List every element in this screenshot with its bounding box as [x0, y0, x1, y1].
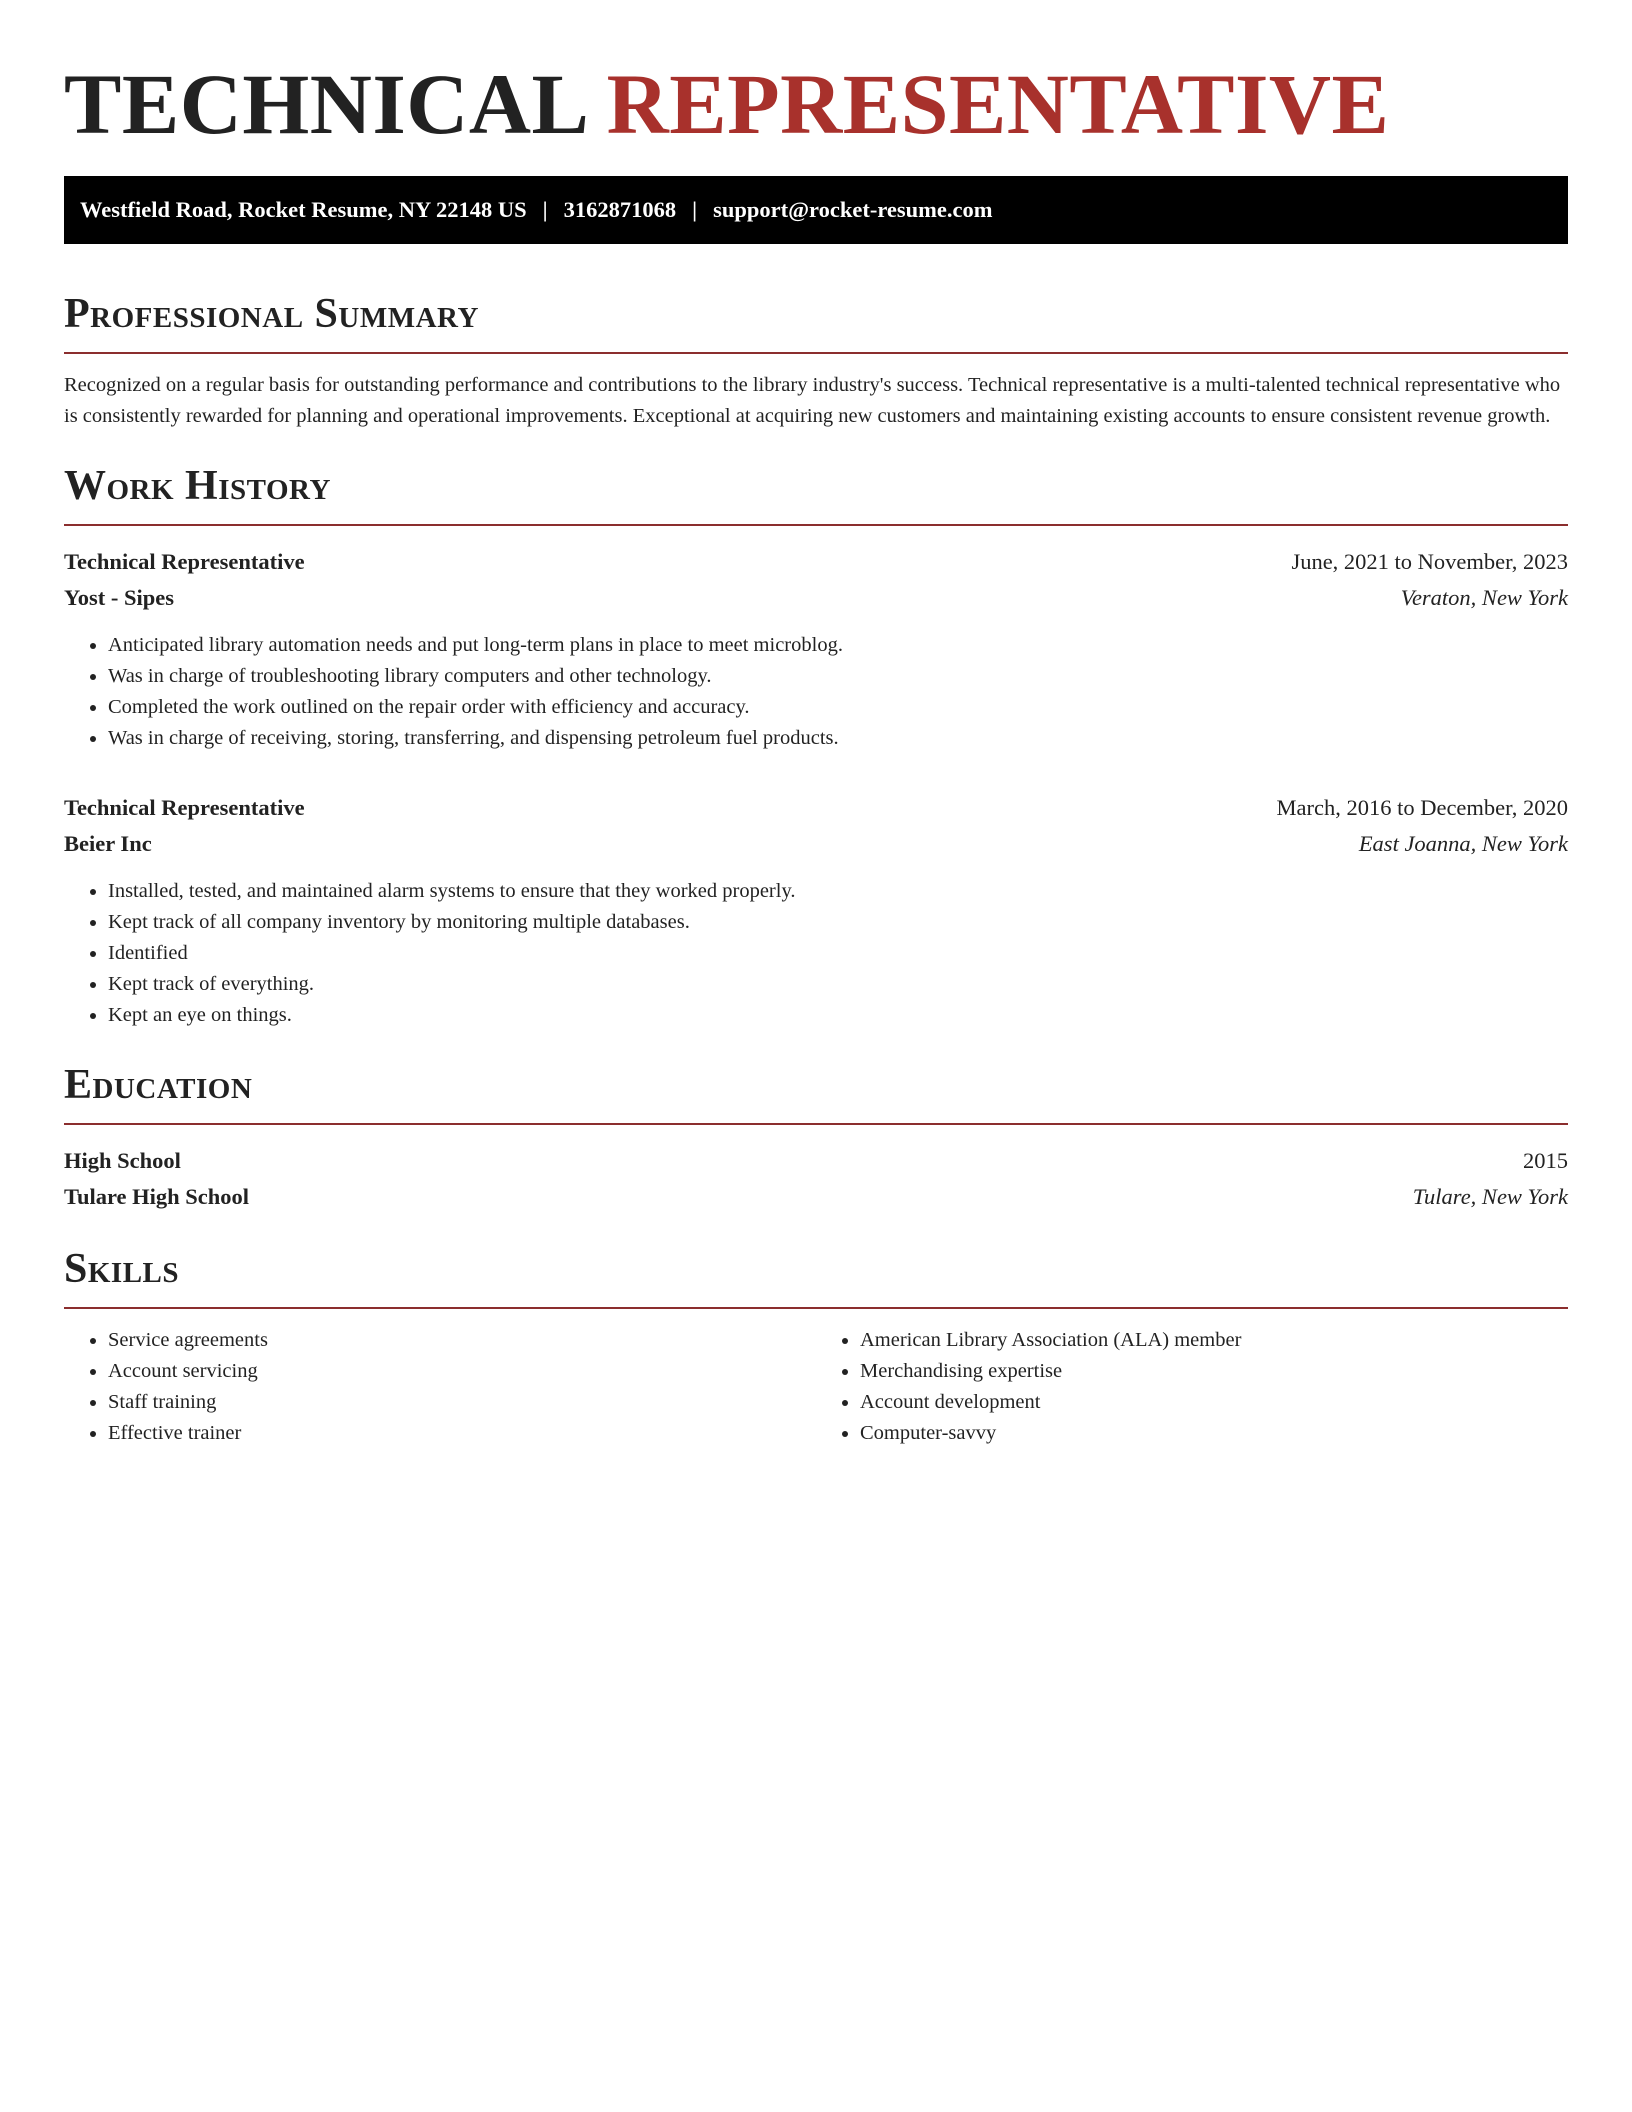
summary-text: Recognized on a regular basis for outstanding performance and contributions to the library industry's success. Technical representative is a multi-talented technical representative who is consistently rewarded for planning and operational improvements. Exceptional at acquiring new customers and maintaining existing accounts to ensure consistent revenue growth.: [64, 374, 1561, 427]
list-item: • Kept an eye on things.: [108, 1000, 1568, 1031]
education-degree: High School: [64, 1148, 181, 1173]
job-location: Veraton, New York: [1400, 585, 1568, 610]
resume-title: [64, 48, 1568, 160]
title-second-word: REPRESENTATIVE: [606, 56, 1390, 152]
list-item: • Was in charge of receiving, storing, transferring, and dispensing petroleum fuel products.: [108, 723, 1568, 754]
education-school: Tulare High School: [64, 1184, 250, 1209]
education-section: [64, 1057, 1568, 1215]
education-entry: [64, 1143, 1568, 1215]
job-company-row: [64, 826, 1568, 862]
contact-separator: |: [692, 197, 698, 222]
job-bullets: [64, 876, 1568, 1031]
contact-bar: [64, 176, 1568, 244]
skill-item: • American Library Association (ALA) member: [860, 1325, 1568, 1356]
job-dates: June, 2021 to November, 2023: [1291, 549, 1568, 574]
job-title-row: [64, 790, 1568, 826]
job-location: East Joanna, New York: [1358, 831, 1568, 856]
contact-separator: |: [542, 197, 548, 222]
job-title: Technical Representative: [64, 549, 305, 574]
skill-item: • Computer-savvy: [860, 1418, 1568, 1449]
skill-item: • Account servicing: [108, 1356, 816, 1387]
education-heading: Education: [64, 1057, 1568, 1125]
list-item: • Installed, tested, and maintained alarm systems to ensure that they worked properly.: [108, 876, 1568, 907]
skill-item: • Staff training: [108, 1387, 816, 1418]
job-company: Yost - Sipes: [64, 585, 175, 610]
summary-heading: Professional Summary: [64, 286, 1568, 354]
work-history-heading: Work History: [64, 458, 1568, 526]
job-title: Technical Representative: [64, 795, 305, 820]
education-school-row: [64, 1179, 1568, 1215]
education-degree-row: [64, 1143, 1568, 1179]
list-item: • Completed the work outlined on the repair order with efficiency and accuracy.: [108, 692, 1568, 723]
title-first-word: TECHNICAL: [64, 56, 585, 152]
work-history-section: [64, 458, 1568, 1031]
skills-section: [64, 1241, 1568, 1449]
education-location: Tulare, New York: [1412, 1184, 1568, 1209]
skill-item: • Service agreements: [108, 1325, 816, 1356]
job-company: Beier Inc: [64, 831, 152, 856]
list-item: • Was in charge of troubleshooting library computers and other technology.: [108, 661, 1568, 692]
summary-section: [64, 286, 1568, 432]
job-company-row: [64, 580, 1568, 616]
job-bullets: [64, 630, 1568, 754]
job-entry: [64, 790, 1568, 1031]
skills-right-column: [816, 1325, 1568, 1449]
skill-item: • Merchandising expertise: [860, 1356, 1568, 1387]
education-year: 2015: [1523, 1148, 1568, 1173]
job-title-row: [64, 544, 1568, 580]
skills-left-column: [64, 1325, 816, 1449]
list-item: • Identified: [108, 938, 1568, 969]
list-item: • Kept track of all company inventory by monitoring multiple databases.: [108, 907, 1568, 938]
job-entry: [64, 544, 1568, 754]
list-item: • Kept track of everything.: [108, 969, 1568, 1000]
contact-address: Westfield Road, Rocket Resume, NY 22148 US: [80, 197, 527, 222]
skill-item: • Account development: [860, 1387, 1568, 1418]
job-dates: March, 2016 to December, 2020: [1276, 795, 1568, 820]
skill-item: • Effective trainer: [108, 1418, 816, 1449]
skills-grid: [64, 1325, 1568, 1449]
contact-phone: 3162871068: [563, 197, 677, 222]
list-item: • Anticipated library automation needs and put long-term plans in place to meet microblog.: [108, 630, 1568, 661]
contact-email[interactable]: support@rocket-resume.com: [713, 197, 993, 222]
skills-heading: Skills: [64, 1241, 1568, 1309]
